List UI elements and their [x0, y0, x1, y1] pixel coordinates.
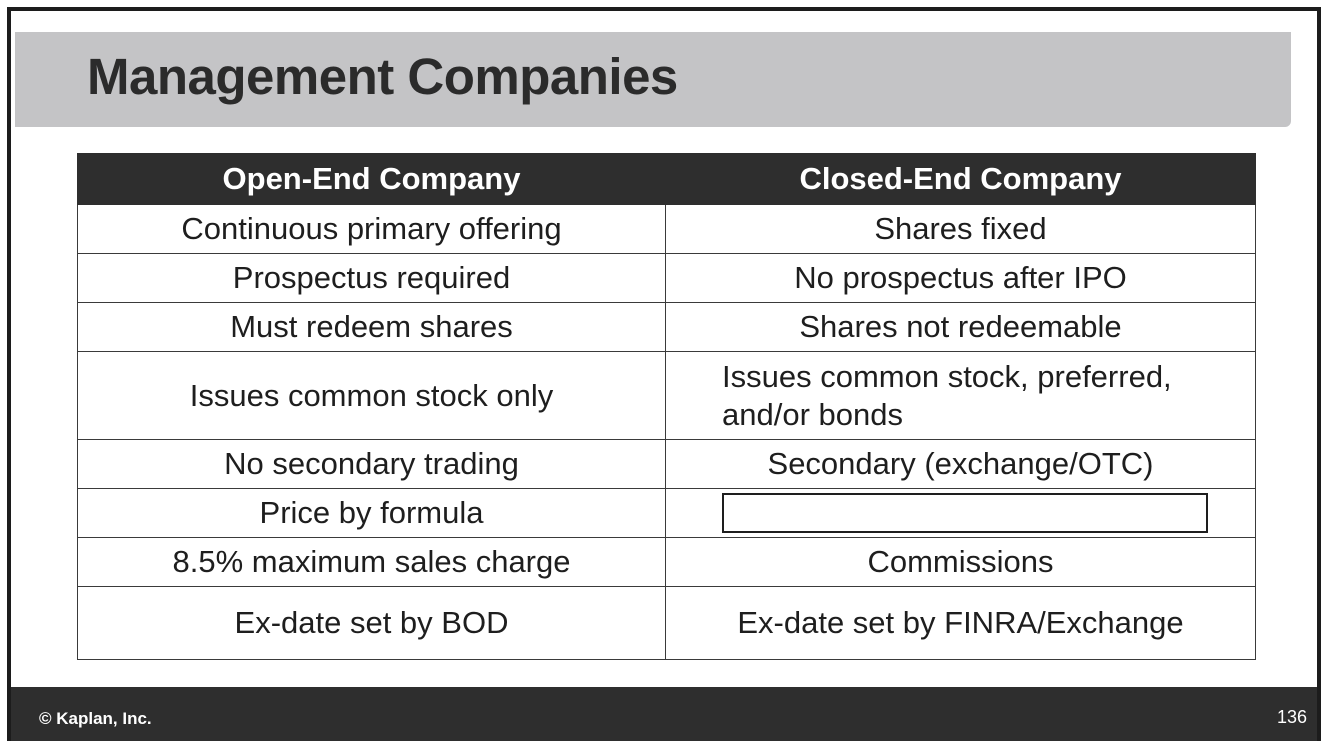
open-end-cell: Continuous primary offering [78, 205, 666, 254]
closed-end-cell: Shares fixed [666, 205, 1256, 254]
page-title: Management Companies [87, 48, 678, 105]
closed-end-cell-redacted [666, 489, 1256, 538]
table-row [78, 587, 1256, 660]
open-end-cell: Ex-date set by BOD [78, 587, 666, 660]
closed-end-cell: Shares not redeemable [666, 303, 1256, 352]
header-closed-end: Closed-End Company [666, 154, 1256, 205]
open-end-cell: Must redeem shares [78, 303, 666, 352]
table-row [78, 538, 1256, 587]
slide [7, 7, 1321, 741]
comparison-table [77, 153, 1256, 660]
closed-end-cell: Ex-date set by FINRA/Exchange [666, 587, 1256, 660]
footer-bar [11, 687, 1317, 741]
table-row [78, 489, 1256, 538]
closed-end-cell: Secondary (exchange/OTC) [666, 440, 1256, 489]
page-number: 136 [1276, 707, 1307, 727]
header-open-end: Open-End Company [78, 154, 666, 205]
copyright-notice: © Kaplan, Inc. [39, 709, 152, 728]
table-row [78, 440, 1256, 489]
open-end-cell: Issues common stock only [78, 352, 666, 440]
table-row [78, 254, 1256, 303]
open-end-cell: Price by formula [78, 489, 666, 538]
closed-end-cell: Commissions [666, 538, 1256, 587]
redaction-box [722, 493, 1208, 533]
open-end-cell: Prospectus required [78, 254, 666, 303]
open-end-cell: 8.5% maximum sales charge [78, 538, 666, 587]
table-header-row [78, 154, 1256, 205]
closed-end-cell: No prospectus after IPO [666, 254, 1256, 303]
table-row [78, 352, 1256, 440]
table-row [78, 205, 1256, 254]
table-row [78, 303, 1256, 352]
open-end-cell: No secondary trading [78, 440, 666, 489]
closed-end-cell: Issues common stock, preferred, and/or bonds [666, 352, 1256, 440]
